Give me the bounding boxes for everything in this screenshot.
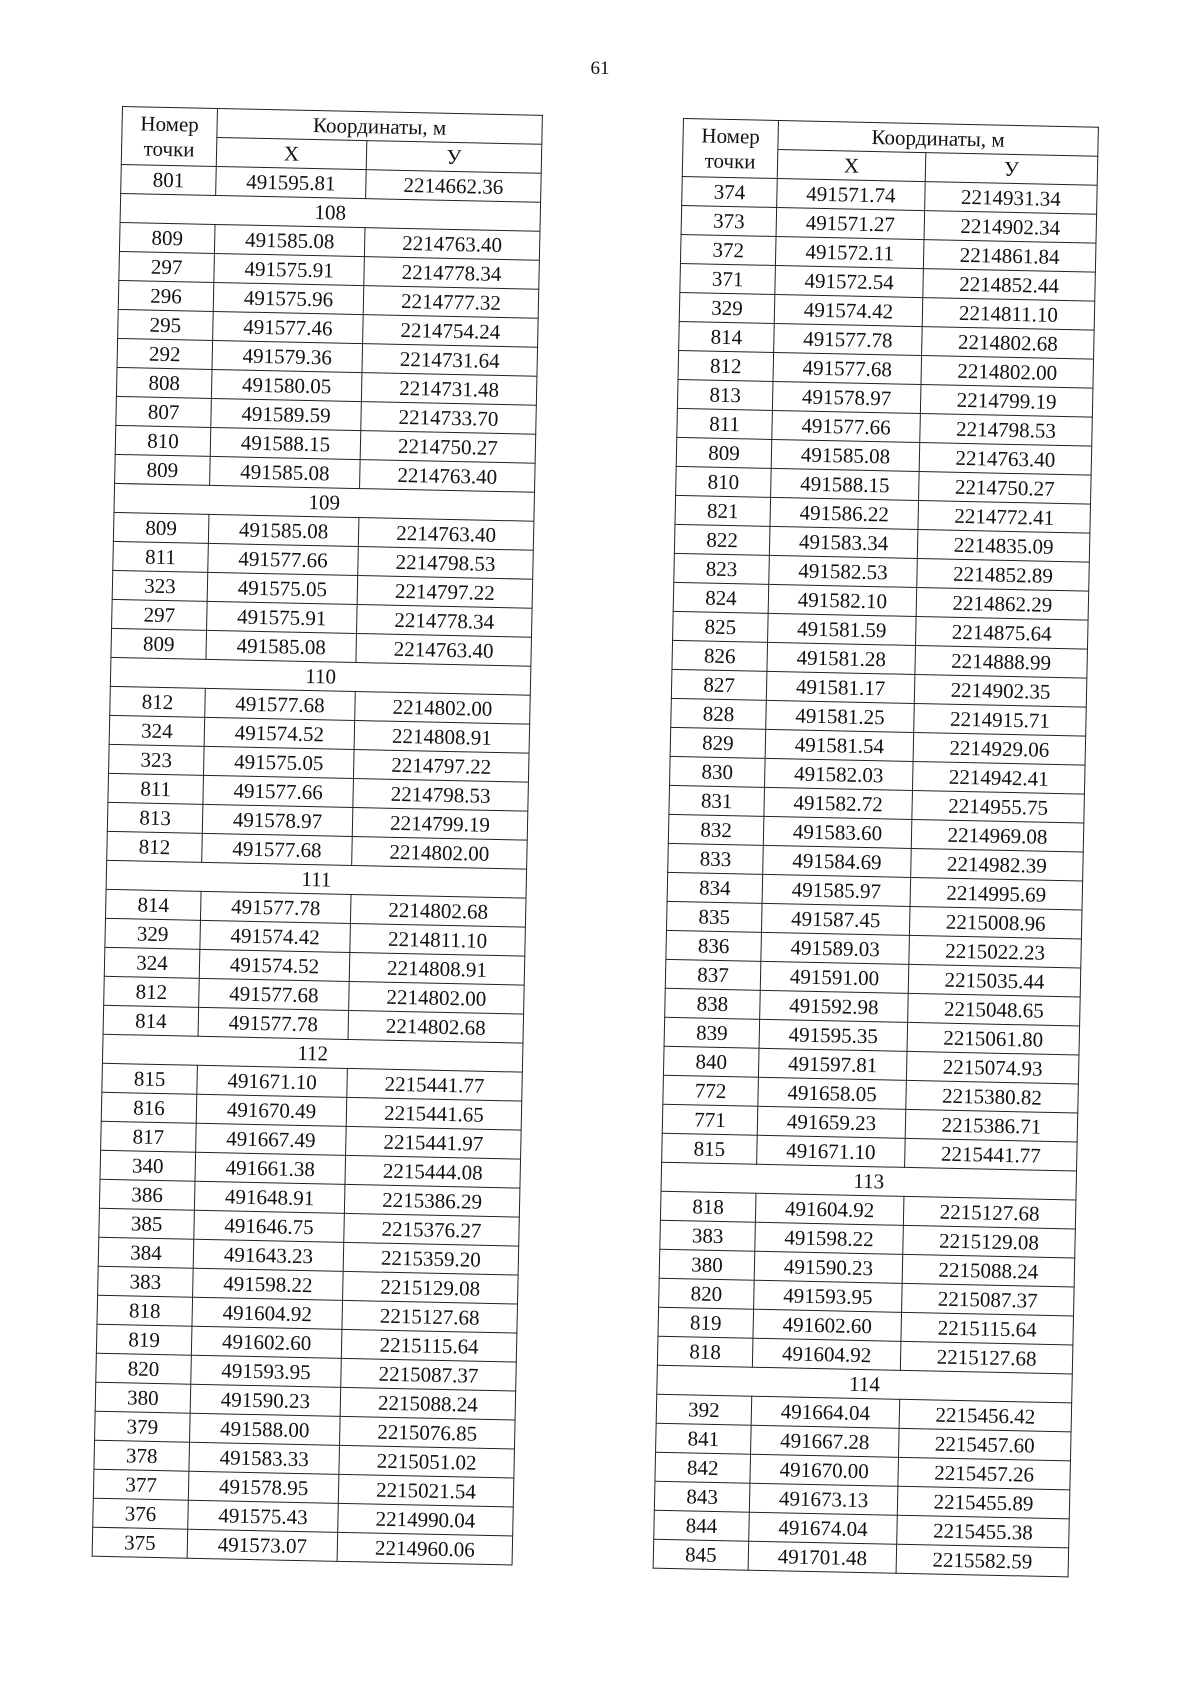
y-coordinate-cell: 2215386.71 bbox=[905, 1109, 1078, 1142]
y-coordinate-cell: 2215051.02 bbox=[339, 1445, 515, 1478]
group-number: 110 bbox=[110, 657, 531, 695]
y-coordinate-cell: 2215386.29 bbox=[344, 1184, 520, 1217]
x-coordinate-cell: 491598.22 bbox=[193, 1268, 344, 1300]
x-coordinate-cell: 491582.53 bbox=[769, 555, 918, 587]
x-coordinate-cell: 491573.07 bbox=[187, 1529, 338, 1561]
x-coordinate-cell: 491581.28 bbox=[767, 642, 916, 674]
x-coordinate-cell: 491602.60 bbox=[753, 1309, 902, 1341]
y-coordinate-cell: 2214902.35 bbox=[914, 674, 1087, 707]
point-number-cell: 812 bbox=[110, 686, 206, 717]
point-number-cell: 814 bbox=[103, 1005, 199, 1036]
x-coordinate-cell: 491583.34 bbox=[769, 526, 918, 558]
point-number-cell: 812 bbox=[104, 976, 200, 1007]
y-coordinate-cell: 2215444.08 bbox=[345, 1155, 521, 1188]
x-coordinate-cell: 491581.17 bbox=[766, 671, 915, 703]
y-coordinate-cell: 2214802.68 bbox=[350, 894, 526, 927]
y-coordinate-cell: 2214808.91 bbox=[349, 952, 525, 985]
x-coordinate-cell: 491604.92 bbox=[752, 1338, 901, 1370]
y-coordinate-cell: 2214799.19 bbox=[920, 385, 1093, 418]
x-coordinate-cell: 491577.68 bbox=[773, 352, 922, 384]
point-number-cell: 822 bbox=[674, 524, 770, 555]
x-coordinate-cell: 491585.97 bbox=[762, 874, 911, 906]
x-coordinate-cell: 491671.10 bbox=[757, 1135, 906, 1167]
point-number-cell: 824 bbox=[673, 582, 769, 613]
x-coordinate-cell: 491670.49 bbox=[196, 1094, 347, 1126]
y-coordinate-cell: 2214931.34 bbox=[925, 182, 1098, 215]
x-coordinate-cell: 491574.52 bbox=[204, 717, 355, 749]
y-coordinate-cell: 2214929.06 bbox=[913, 732, 1086, 765]
y-coordinate-cell: 2215441.65 bbox=[346, 1097, 522, 1130]
x-coordinate-cell: 491585.08 bbox=[208, 514, 359, 546]
y-coordinate-cell: 2214811.10 bbox=[922, 298, 1095, 331]
point-number-cell: 827 bbox=[671, 669, 767, 700]
y-coordinate-cell: 2214799.19 bbox=[352, 807, 528, 840]
point-number-cell: 812 bbox=[678, 350, 774, 381]
point-number-cell: 377 bbox=[93, 1469, 189, 1500]
point-number-cell: 823 bbox=[674, 553, 770, 584]
y-coordinate-cell: 2215035.44 bbox=[908, 964, 1081, 997]
x-coordinate-cell: 491671.10 bbox=[197, 1065, 348, 1097]
y-coordinate-cell: 2214763.40 bbox=[360, 460, 536, 493]
x-coordinate-cell: 491577.46 bbox=[213, 311, 364, 343]
y-coordinate-cell: 2214802.68 bbox=[348, 1010, 524, 1043]
group-number: 112 bbox=[102, 1034, 523, 1072]
point-number-cell: 816 bbox=[101, 1092, 197, 1123]
point-number-cell: 329 bbox=[679, 292, 775, 323]
x-coordinate-cell: 491580.05 bbox=[211, 369, 362, 401]
x-coordinate-cell: 491578.97 bbox=[772, 381, 921, 413]
coordinates-table-right bbox=[653, 118, 1099, 1577]
x-coordinate-cell: 491585.08 bbox=[771, 439, 920, 471]
y-coordinate-cell: 2215127.68 bbox=[903, 1196, 1076, 1229]
x-coordinate-cell: 491571.74 bbox=[777, 178, 926, 210]
point-number-cell: 810 bbox=[676, 466, 772, 497]
point-number-cell: 826 bbox=[672, 640, 768, 671]
x-coordinate-cell: 491592.98 bbox=[760, 990, 909, 1022]
y-coordinate-cell: 2214731.64 bbox=[362, 344, 538, 377]
x-coordinate-cell: 491598.22 bbox=[755, 1222, 904, 1254]
x-coordinate-cell: 491604.92 bbox=[192, 1297, 343, 1329]
x-coordinate-cell: 491595.81 bbox=[216, 166, 367, 198]
y-coordinate-cell: 2214778.34 bbox=[357, 605, 533, 638]
x-coordinate-cell: 491575.43 bbox=[188, 1500, 339, 1532]
y-coordinate-cell: 2214778.34 bbox=[364, 257, 540, 290]
point-number-cell: 295 bbox=[118, 309, 214, 340]
point-number-cell: 813 bbox=[107, 802, 203, 833]
y-coordinate-cell: 2214763.40 bbox=[356, 634, 532, 667]
x-coordinate-cell: 491581.59 bbox=[768, 613, 917, 645]
point-number-cell: 809 bbox=[119, 222, 215, 253]
y-coordinate-cell: 2214763.40 bbox=[358, 518, 534, 551]
point-number-cell: 809 bbox=[111, 628, 207, 659]
header-coordinates: Координаты, м bbox=[778, 120, 1099, 156]
point-number-cell: 828 bbox=[671, 698, 767, 729]
point-number-cell: 820 bbox=[96, 1353, 192, 1384]
x-coordinate-cell: 491646.75 bbox=[194, 1210, 345, 1242]
y-coordinate-cell: 2214802.68 bbox=[922, 327, 1095, 360]
y-coordinate-cell: 2214808.91 bbox=[354, 721, 530, 754]
point-number-cell: 811 bbox=[113, 541, 209, 572]
point-number-cell: 835 bbox=[666, 901, 762, 932]
y-coordinate-cell: 2214754.24 bbox=[363, 315, 539, 348]
y-coordinate-cell: 2214798.53 bbox=[920, 414, 1093, 447]
x-coordinate-cell: 491577.78 bbox=[200, 891, 351, 923]
x-coordinate-cell: 491582.10 bbox=[768, 584, 917, 616]
point-number-cell: 375 bbox=[92, 1527, 188, 1558]
point-number-cell: 836 bbox=[666, 930, 762, 961]
point-number-cell: 838 bbox=[665, 988, 761, 1019]
y-coordinate-cell: 2214733.70 bbox=[361, 402, 537, 435]
group-number: 113 bbox=[661, 1162, 1077, 1200]
point-number-cell: 386 bbox=[99, 1179, 195, 1210]
x-coordinate-cell: 491673.13 bbox=[749, 1483, 898, 1515]
x-coordinate-cell: 491575.91 bbox=[207, 601, 358, 633]
point-number-cell: 809 bbox=[676, 437, 772, 468]
x-coordinate-cell: 491586.22 bbox=[770, 497, 919, 529]
point-number-cell: 843 bbox=[654, 1481, 750, 1512]
point-number-cell: 811 bbox=[677, 408, 773, 439]
y-coordinate-cell: 2214902.34 bbox=[924, 211, 1097, 244]
y-coordinate-cell: 2214763.40 bbox=[364, 228, 540, 261]
y-coordinate-cell: 2215087.37 bbox=[902, 1283, 1075, 1316]
point-number-cell: 329 bbox=[105, 918, 201, 949]
y-coordinate-cell: 2215022.23 bbox=[909, 935, 1082, 968]
x-coordinate-cell: 491577.68 bbox=[205, 688, 356, 720]
header-point-number: Номер точки bbox=[121, 107, 217, 167]
point-number-cell: 384 bbox=[98, 1237, 194, 1268]
point-number-cell: 809 bbox=[115, 454, 211, 485]
y-coordinate-cell: 2215376.27 bbox=[344, 1213, 520, 1246]
y-coordinate-cell: 2214802.00 bbox=[349, 981, 525, 1014]
x-coordinate-cell: 491591.00 bbox=[760, 961, 909, 993]
header-y: У bbox=[366, 141, 542, 174]
y-coordinate-cell: 2215088.24 bbox=[340, 1387, 516, 1420]
x-coordinate-cell: 491579.36 bbox=[212, 340, 363, 372]
point-number-cell: 814 bbox=[679, 321, 775, 352]
point-number-cell: 831 bbox=[669, 785, 765, 816]
y-coordinate-cell: 2214990.04 bbox=[338, 1503, 514, 1536]
group-number: 108 bbox=[120, 193, 541, 231]
point-number-cell: 340 bbox=[100, 1150, 196, 1181]
y-coordinate-cell: 2214802.00 bbox=[921, 356, 1094, 389]
x-coordinate-cell: 491574.42 bbox=[774, 294, 923, 326]
y-coordinate-cell: 2214777.32 bbox=[363, 286, 539, 319]
y-coordinate-cell: 2215380.82 bbox=[906, 1080, 1079, 1113]
x-coordinate-cell: 491575.96 bbox=[213, 282, 364, 314]
point-number-cell: 771 bbox=[662, 1104, 758, 1135]
point-number-cell: 832 bbox=[668, 814, 764, 845]
y-coordinate-cell: 2214802.00 bbox=[352, 836, 528, 869]
y-coordinate-cell: 2214960.06 bbox=[337, 1532, 513, 1565]
x-coordinate-cell: 491602.60 bbox=[191, 1326, 342, 1358]
header-point-number: Номер точки bbox=[682, 119, 778, 179]
x-coordinate-cell: 491583.33 bbox=[189, 1442, 340, 1474]
x-coordinate-cell: 491577.68 bbox=[202, 833, 353, 865]
x-coordinate-cell: 491582.03 bbox=[765, 758, 914, 790]
x-coordinate-cell: 491578.97 bbox=[202, 804, 353, 836]
y-coordinate-cell: 2215455.38 bbox=[897, 1515, 1070, 1548]
point-number-cell: 830 bbox=[670, 756, 766, 787]
x-coordinate-cell: 491575.05 bbox=[203, 746, 354, 778]
y-coordinate-cell: 2214835.09 bbox=[917, 530, 1090, 563]
x-coordinate-cell: 491581.54 bbox=[765, 729, 914, 761]
x-coordinate-cell: 491582.72 bbox=[764, 787, 913, 819]
point-number-cell: 378 bbox=[94, 1440, 190, 1471]
x-coordinate-cell: 491667.28 bbox=[751, 1425, 900, 1457]
point-number-cell: 807 bbox=[116, 396, 212, 427]
y-coordinate-cell: 2215582.59 bbox=[896, 1544, 1069, 1577]
point-number-cell: 834 bbox=[667, 872, 763, 903]
header-x: X bbox=[777, 149, 926, 181]
point-number-cell: 809 bbox=[113, 512, 209, 543]
point-number-cell: 844 bbox=[654, 1510, 750, 1541]
y-coordinate-cell: 2215074.93 bbox=[906, 1051, 1079, 1084]
x-coordinate-cell: 491643.23 bbox=[193, 1239, 344, 1271]
y-coordinate-cell: 2215076.85 bbox=[339, 1416, 515, 1449]
point-number-cell: 821 bbox=[675, 495, 771, 526]
x-coordinate-cell: 491664.04 bbox=[751, 1396, 900, 1428]
y-coordinate-cell: 2214862.29 bbox=[916, 587, 1089, 620]
y-coordinate-cell: 2214798.53 bbox=[358, 547, 534, 580]
header-coordinates: Координаты, м bbox=[217, 108, 543, 144]
y-coordinate-cell: 2215441.77 bbox=[905, 1138, 1078, 1171]
point-number-cell: 385 bbox=[99, 1208, 195, 1239]
point-number-cell: 813 bbox=[677, 379, 773, 410]
y-coordinate-cell: 2215088.24 bbox=[902, 1254, 1075, 1287]
x-coordinate-cell: 491577.66 bbox=[772, 410, 921, 442]
y-coordinate-cell: 2214995.69 bbox=[910, 877, 1083, 910]
point-number-cell: 818 bbox=[97, 1295, 193, 1326]
y-coordinate-cell: 2214763.40 bbox=[919, 443, 1092, 476]
point-number-cell: 829 bbox=[670, 727, 766, 758]
point-number-cell: 842 bbox=[655, 1452, 751, 1483]
y-coordinate-cell: 2215021.54 bbox=[338, 1474, 514, 1507]
point-number-cell: 297 bbox=[112, 599, 208, 630]
point-number-cell: 845 bbox=[653, 1539, 749, 1570]
point-number-cell: 292 bbox=[117, 338, 213, 369]
x-coordinate-cell: 491583.60 bbox=[763, 816, 912, 848]
y-coordinate-cell: 2214955.75 bbox=[912, 790, 1085, 823]
point-number-cell: 323 bbox=[112, 570, 208, 601]
point-number-cell: 324 bbox=[109, 715, 205, 746]
y-coordinate-cell: 2215441.77 bbox=[347, 1068, 523, 1101]
y-coordinate-cell: 2214942.41 bbox=[912, 761, 1085, 794]
group-number: 114 bbox=[657, 1365, 1073, 1403]
x-coordinate-cell: 491588.00 bbox=[190, 1413, 341, 1445]
y-coordinate-cell: 2215115.64 bbox=[341, 1329, 517, 1362]
y-coordinate-cell: 2215359.20 bbox=[343, 1242, 519, 1275]
x-coordinate-cell: 491658.05 bbox=[758, 1077, 907, 1109]
y-coordinate-cell: 2214915.71 bbox=[914, 703, 1087, 736]
y-coordinate-cell: 2215129.08 bbox=[343, 1271, 519, 1304]
point-number-cell: 297 bbox=[119, 251, 215, 282]
point-number-cell: 380 bbox=[659, 1249, 755, 1280]
point-number-cell: 808 bbox=[116, 367, 212, 398]
header-y: У bbox=[925, 153, 1098, 186]
table-body bbox=[92, 164, 541, 1564]
point-number-cell: 818 bbox=[660, 1191, 756, 1222]
y-coordinate-cell: 2214772.41 bbox=[918, 501, 1091, 534]
y-coordinate-cell: 2214798.53 bbox=[353, 778, 529, 811]
y-coordinate-cell: 2215457.60 bbox=[898, 1428, 1071, 1461]
x-coordinate-cell: 491593.95 bbox=[754, 1280, 903, 1312]
point-number-cell: 841 bbox=[656, 1423, 752, 1454]
x-coordinate-cell: 491674.04 bbox=[749, 1512, 898, 1544]
point-number-cell: 371 bbox=[680, 263, 776, 294]
point-number-cell: 811 bbox=[108, 773, 204, 804]
group-number: 111 bbox=[106, 860, 527, 898]
x-coordinate-cell: 491572.54 bbox=[775, 265, 924, 297]
point-number-cell: 833 bbox=[668, 843, 764, 874]
y-coordinate-cell: 2214969.08 bbox=[911, 819, 1084, 852]
y-coordinate-cell: 2215455.89 bbox=[897, 1486, 1070, 1519]
x-coordinate-cell: 491577.68 bbox=[199, 978, 350, 1010]
point-number-cell: 392 bbox=[656, 1394, 752, 1425]
x-coordinate-cell: 491577.66 bbox=[203, 775, 354, 807]
point-number-cell: 819 bbox=[96, 1324, 192, 1355]
point-number-cell: 296 bbox=[118, 280, 214, 311]
y-coordinate-cell: 2214750.27 bbox=[360, 431, 536, 464]
point-number-cell: 812 bbox=[107, 831, 203, 862]
y-coordinate-cell: 2214797.22 bbox=[357, 576, 533, 609]
point-number-cell: 819 bbox=[658, 1307, 754, 1338]
header-x: X bbox=[216, 137, 367, 169]
x-coordinate-cell: 491585.08 bbox=[214, 224, 365, 256]
x-coordinate-cell: 491585.08 bbox=[206, 630, 357, 662]
x-coordinate-cell: 491585.08 bbox=[210, 456, 361, 488]
x-coordinate-cell: 491588.15 bbox=[771, 468, 920, 500]
x-coordinate-cell: 491701.48 bbox=[748, 1541, 897, 1573]
y-coordinate-cell: 2215127.68 bbox=[342, 1300, 518, 1333]
page-number: 61 bbox=[590, 58, 610, 79]
x-coordinate-cell: 491648.91 bbox=[194, 1181, 345, 1213]
x-coordinate-cell: 491589.59 bbox=[211, 398, 362, 430]
point-number-cell: 839 bbox=[664, 1017, 760, 1048]
x-coordinate-cell: 491589.03 bbox=[761, 932, 910, 964]
table-body bbox=[653, 176, 1097, 1576]
point-number-cell: 815 bbox=[102, 1063, 198, 1094]
x-coordinate-cell: 491578.95 bbox=[188, 1471, 339, 1503]
x-coordinate-cell: 491587.45 bbox=[761, 903, 910, 935]
x-coordinate-cell: 491577.78 bbox=[198, 1007, 349, 1039]
x-coordinate-cell: 491572.11 bbox=[775, 236, 924, 268]
point-number-cell: 801 bbox=[121, 164, 217, 195]
x-coordinate-cell: 491661.38 bbox=[195, 1152, 346, 1184]
x-coordinate-cell: 491577.66 bbox=[208, 543, 359, 575]
point-number-cell: 814 bbox=[105, 889, 201, 920]
point-number-cell: 373 bbox=[681, 205, 777, 236]
x-coordinate-cell: 491574.52 bbox=[199, 949, 350, 981]
x-coordinate-cell: 491597.81 bbox=[758, 1048, 907, 1080]
x-coordinate-cell: 491659.23 bbox=[757, 1106, 906, 1138]
point-number-cell: 772 bbox=[663, 1075, 759, 1106]
point-number-cell: 820 bbox=[659, 1278, 755, 1309]
y-coordinate-cell: 2214731.48 bbox=[361, 373, 537, 406]
x-coordinate-cell: 491588.15 bbox=[210, 427, 361, 459]
point-number-cell: 383 bbox=[660, 1220, 756, 1251]
y-coordinate-cell: 2215129.08 bbox=[903, 1225, 1076, 1258]
coordinates-table-left bbox=[92, 106, 543, 1565]
x-coordinate-cell: 491593.95 bbox=[191, 1355, 342, 1387]
y-coordinate-cell: 2214802.00 bbox=[355, 692, 531, 725]
point-number-cell: 324 bbox=[104, 947, 200, 978]
y-coordinate-cell: 2214811.10 bbox=[350, 923, 526, 956]
y-coordinate-cell: 2215457.26 bbox=[898, 1457, 1071, 1490]
x-coordinate-cell: 491595.35 bbox=[759, 1019, 908, 1051]
x-coordinate-cell: 491577.78 bbox=[774, 323, 923, 355]
y-coordinate-cell: 2215441.97 bbox=[346, 1126, 522, 1159]
point-number-cell: 376 bbox=[93, 1498, 189, 1529]
point-number-cell: 372 bbox=[680, 234, 776, 265]
x-coordinate-cell: 491590.23 bbox=[754, 1251, 903, 1283]
y-coordinate-cell: 2215115.64 bbox=[901, 1312, 1074, 1345]
y-coordinate-cell: 2215127.68 bbox=[900, 1341, 1073, 1374]
y-coordinate-cell: 2214797.22 bbox=[353, 750, 529, 783]
point-number-cell: 374 bbox=[682, 176, 778, 207]
y-coordinate-cell: 2214861.84 bbox=[923, 240, 1096, 273]
x-coordinate-cell: 491584.69 bbox=[763, 845, 912, 877]
point-number-cell: 380 bbox=[95, 1382, 191, 1413]
y-coordinate-cell: 2214982.39 bbox=[911, 848, 1084, 881]
x-coordinate-cell: 491667.49 bbox=[196, 1123, 347, 1155]
y-coordinate-cell: 2215456.42 bbox=[899, 1399, 1072, 1432]
point-number-cell: 815 bbox=[662, 1133, 758, 1164]
x-coordinate-cell: 491574.42 bbox=[200, 920, 351, 952]
x-coordinate-cell: 491590.23 bbox=[190, 1384, 341, 1416]
x-coordinate-cell: 491670.00 bbox=[750, 1454, 899, 1486]
y-coordinate-cell: 2214750.27 bbox=[919, 472, 1092, 505]
point-number-cell: 383 bbox=[98, 1266, 194, 1297]
point-number-cell: 825 bbox=[673, 611, 769, 642]
x-coordinate-cell: 491581.25 bbox=[766, 700, 915, 732]
y-coordinate-cell: 2215087.37 bbox=[341, 1358, 517, 1391]
point-number-cell: 840 bbox=[663, 1046, 759, 1077]
y-coordinate-cell: 2214875.64 bbox=[916, 616, 1089, 649]
y-coordinate-cell: 2214662.36 bbox=[366, 170, 542, 203]
point-number-cell: 818 bbox=[657, 1336, 753, 1367]
group-number: 109 bbox=[114, 483, 535, 521]
y-coordinate-cell: 2215008.96 bbox=[909, 906, 1082, 939]
y-coordinate-cell: 2214852.44 bbox=[923, 269, 1096, 302]
x-coordinate-cell: 491575.05 bbox=[207, 572, 358, 604]
point-number-cell: 810 bbox=[115, 425, 211, 456]
x-coordinate-cell: 491571.27 bbox=[776, 207, 925, 239]
y-coordinate-cell: 2214852.89 bbox=[917, 559, 1090, 592]
point-number-cell: 817 bbox=[101, 1121, 197, 1152]
point-number-cell: 837 bbox=[665, 959, 761, 990]
y-coordinate-cell: 2215048.65 bbox=[908, 993, 1081, 1026]
x-coordinate-cell: 491604.92 bbox=[755, 1193, 904, 1225]
y-coordinate-cell: 2215061.80 bbox=[907, 1022, 1080, 1055]
point-number-cell: 323 bbox=[109, 744, 205, 775]
x-coordinate-cell: 491575.91 bbox=[214, 253, 365, 285]
point-number-cell: 379 bbox=[95, 1411, 191, 1442]
y-coordinate-cell: 2214888.99 bbox=[915, 645, 1088, 678]
